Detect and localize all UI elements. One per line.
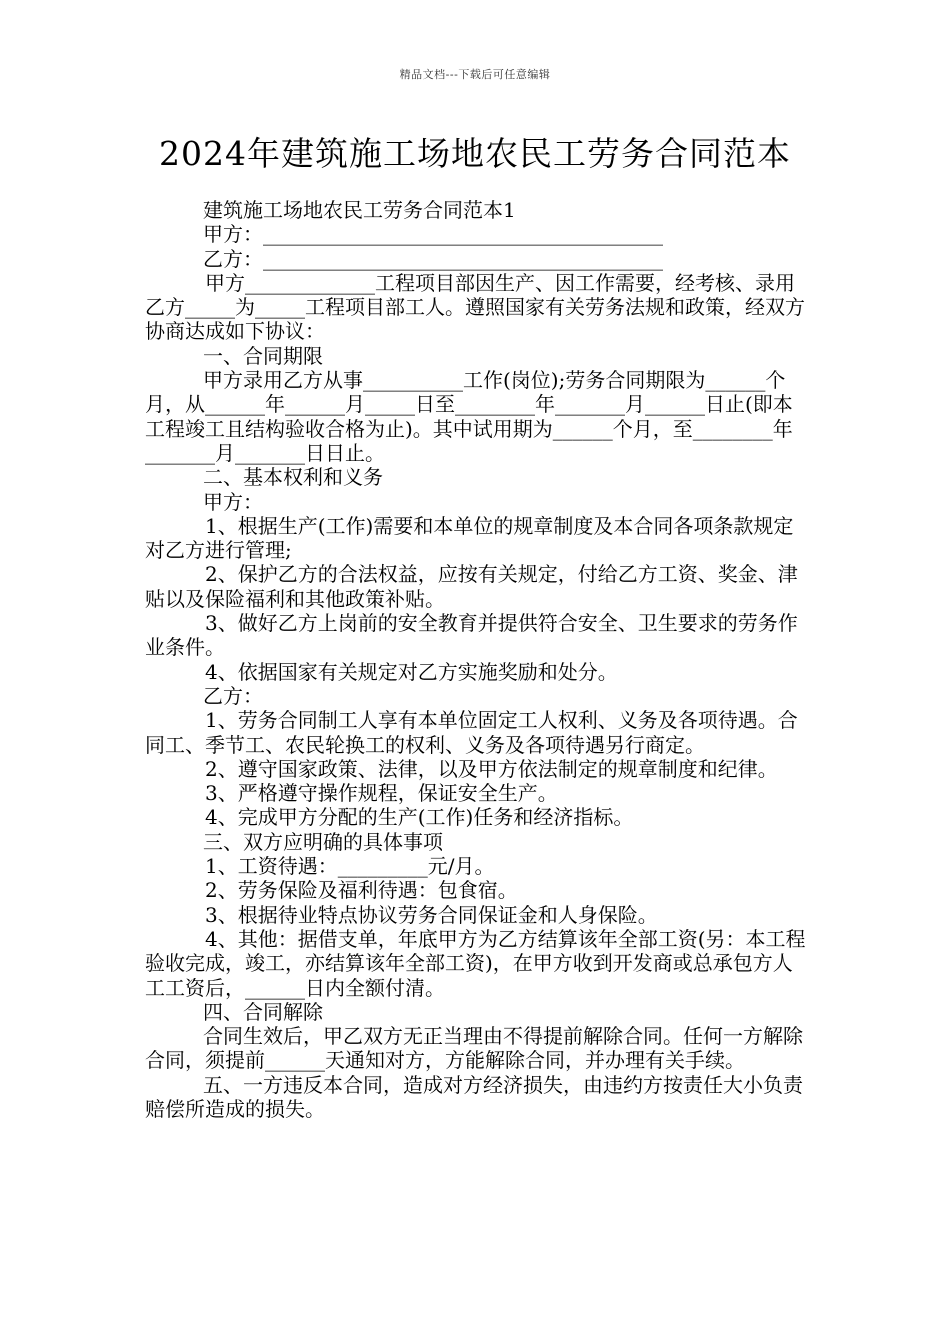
contract-body (145, 198, 807, 1121)
party-a-heading: 甲方： (203, 489, 263, 514)
document-title: 2024年建筑施工场地农民工劳务合同范本 (159, 134, 791, 173)
party-a-clause-4: 4、依据国家有关规定对乙方实施奖励和处分。 (205, 659, 618, 684)
contract-term-paragraph: 甲方录用乙方从事__________工作(岗位);劳务合同期限为______个月，从______年______月_____日至________年_______月______日止(即本工程竣工且结构验收合格为止)。其中试用期为______个月，至________年_______月_______日日止。 (145, 368, 793, 465)
party-b-clause-3: 3、严格遵守操作规程，保证安全生产。 (205, 781, 558, 806)
section-heading-3: 三、双方应明确的具体事项 (203, 829, 443, 854)
party-b-clause-2: 2、遵守国家政策、法律，以及甲方依法制定的规章制度和纪律。 (205, 756, 778, 781)
contract-subtitle: 建筑施工场地农民工劳务合同范本1 (203, 198, 516, 222)
matter-clause-2: 2、劳务保险及福利待遇：包食宿。 (205, 878, 518, 903)
party-a-clause-3: 3、做好乙方上岗前的安全教育并提供符合安全、卫生要求的劳务作业条件。 (145, 611, 798, 660)
party-b-line: 乙方：________________________________________ (203, 246, 663, 271)
party-a-clause-2: 2、保护乙方的合法权益，应按有关规定，付给乙方工资、奖金、津贴以及保险福利和其他政策补贴。 (145, 562, 798, 611)
party-a-line: 甲方：________________________________________ (203, 222, 663, 247)
section-heading-2: 二、基本权利和义务 (203, 465, 383, 490)
matter-clause-1: 1、工资待遇：_________元/月。 (205, 854, 495, 879)
matter-clause-3: 3、根据待业特点协议劳务合同保证金和人身保险。 (205, 902, 658, 927)
party-a-clause-1: 1、根据生产(工作)需要和本单位的规章制度及本合同各项条款规定对乙方进行管理; (145, 513, 794, 563)
breach-paragraph: 五、一方违反本合同，造成对方经济损失，由违约方按责任大小负责赔偿所造成的损失。 (145, 1072, 803, 1121)
section-heading-1: 一、合同期限 (203, 343, 323, 368)
header-note: 精品文档---下载后可任意编辑 (399, 68, 551, 81)
section-heading-4: 四、合同解除 (203, 999, 323, 1024)
matter-clause-4: 4、其他：据借支单，年底甲方为乙方结算该年全部工资(另：本工程验收完成，竣工，亦结算该年全部工资)，在甲方收到开发商或总承包方人工工资后，______日内全额付清。 (145, 926, 806, 1000)
party-b-heading: 乙方： (203, 683, 263, 708)
preamble-paragraph: 甲方_____________工程项目部因生产、因工作需要，经考核、录用乙方_____为_____工程项目部工人。遵照国家有关劳务法规和政策，经双方协商达成如下协议： (145, 270, 805, 344)
party-b-clause-1: 1、劳务合同制工人享有本单位固定工人权利、义务及各项待遇。合同工、季节工、农民轮换工的权利、义务及各项待遇另行商定。 (145, 708, 798, 757)
termination-paragraph: 合同生效后，甲乙双方无正当理由不得提前解除合同。任何一方解除合同，须提前______天通知对方，方能解除合同，并办理有关手续。 (145, 1024, 803, 1073)
party-b-clause-4: 4、完成甲方分配的生产(工作)任务和经济指标。 (205, 805, 634, 830)
